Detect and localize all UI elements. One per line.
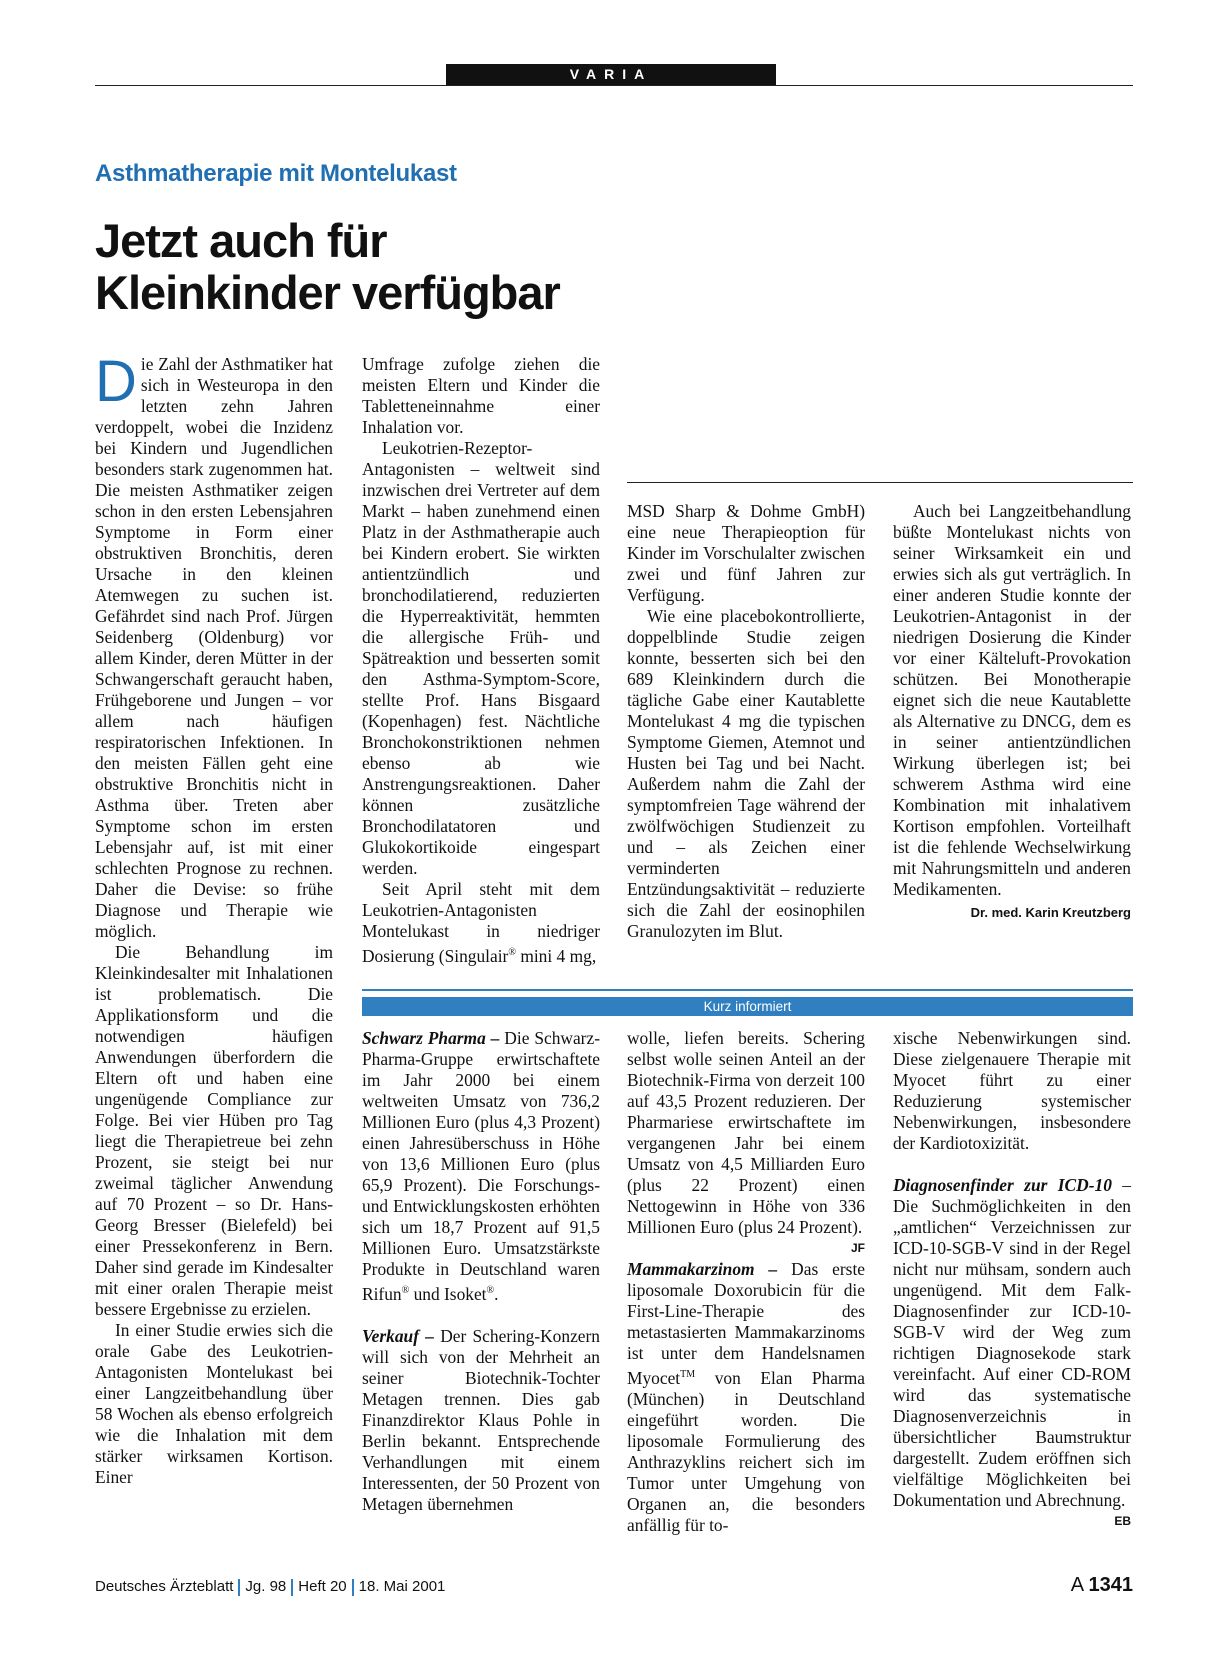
- news-item-title: Diagnosenfinder zur ICD-10: [893, 1175, 1112, 1195]
- article-headline: [95, 215, 560, 319]
- article-column-3: [627, 501, 865, 942]
- volume: Jg. 98: [245, 1578, 287, 1595]
- paragraph: [95, 349, 333, 942]
- news-item-text: Die Schwarz-Pharma-Gruppe erwirtschaftete im Jahr 2000 bei einem weltweiten Umsatz von 736,2 Millionen Euro (plus 4,3 Prozent) einen Jahresüberschuss in Höhe von 13,6 Millionen Euro (plus 65,9 Prozent). Die Forschungs- und Entwicklungskosten erhöhten sich um 18,7 Prozent auf 91,5 Millionen Euro. Umsatzstärkste Produkte in Deutschland waren Rifun: [362, 1028, 600, 1304]
- news-item-title: Schwarz Pharma –: [362, 1028, 500, 1048]
- box-column-2: [627, 1028, 865, 1536]
- news-item: [893, 1175, 1132, 1528]
- author-byline: Dr. med. Karin Kreutzberg: [970, 905, 1131, 920]
- column-3-top-rule: [627, 482, 1133, 483]
- page-number-value: 1341: [1088, 1574, 1133, 1596]
- news-item-text: – Die Suchmöglichkeiten in den „amtlichen“ Verzeichnissen zur ICD-10-SGB-V sind in der Regel nicht nur mühsam, sondern auch ungenügend. Mit dem Falk-Diagnosenfinder zur ICD-10-SGB-V wird der Weg zum richtigen Diagnosekode stark vereinfacht. Auf einer CD-ROM wird das systematische Diagnosenverzeichnis in übersichtlicher Baumstruktur dargestellt. Zudem eröffnen sich vielfältige Möglichkeiten bei Dokumentation und Abrechnung.: [893, 1175, 1132, 1510]
- headline-line-2: Kleinkinder verfügbar: [95, 266, 560, 319]
- paragraph-text: mini 4 mg,: [515, 945, 597, 966]
- news-item-text: Der Schering-Konzern will sich von der Mehrheit an seiner Biotechnik-Tochter Metagen trennen. Dies gab Finanzdirektor Klaus Pohle in Berlin bekannt. Entsprechende Verhandlungen mit einem Interessenten, der 50 Prozent von Metagen übernehmen: [362, 1325, 600, 1514]
- drop-cap: D: [95, 349, 137, 414]
- box-top-rule: [362, 989, 1133, 991]
- box-column-3: [893, 1028, 1131, 1532]
- paragraph-text: ie Zahl der Asthmatiker hat sich in Westeuropa in den letzten zehn Jahren verdoppelt, wobei die Inzidenz bei Kindern und Jugendlichen besonders stark zugenommen hat. Die meisten Asthmatiker zeigen schon in den ersten Lebensjahren Symptome in Form einer obstruktiven Bronchitis, deren Ursache in den kleinen Atemwegen zu suchen ist. Gefährdet sind nach Prof. Jürgen Seidenberg (Oldenburg) vor allem Kinder, deren Mütter in der Schwangerschaft geraucht haben, Frühgeborene und Jungen – vor allem nach häufigen respiratorischen Infektionen. In den meisten Fällen geht eine obstruktive Bronchitis nicht in Asthma über. Treten aber Symptome schon im ersten Lebensjahr auf, ist mit einer schlechten Prognose zu rechnen. Daher die Devise: so frühe Diagnose und Therapie wie möglich.: [95, 354, 333, 941]
- author-initials: EB: [1114, 1514, 1131, 1528]
- news-item: [362, 1326, 600, 1515]
- issue-date: 18. Mai 2001: [358, 1578, 446, 1595]
- footer-separator: [352, 1579, 354, 1596]
- article-column-1: [95, 349, 333, 1550]
- news-item-title: Verkauf –: [362, 1325, 434, 1346]
- article-column-4: [893, 501, 1131, 923]
- section-tag: VARIA: [446, 64, 776, 85]
- news-item-text: Das erste liposomale Doxorubicin für die First-Line-Therapie des metastasierten Mammakarzinoms ist unter dem Handelsnamen Myocet: [627, 1259, 865, 1388]
- headline-line-1: Jetzt auch für: [95, 214, 387, 267]
- registered-mark: ®: [401, 1285, 410, 1296]
- article-column-2: [362, 354, 600, 967]
- paragraph: MSD Sharp & Dohme GmbH) eine neue Therapieoption für Kinder im Vorschulalter zwischen zwei und fünf Jahren zur Verfügung.: [627, 501, 865, 605]
- registered-mark: ®: [486, 1285, 495, 1296]
- paragraph: [362, 879, 600, 967]
- news-item-text: und Isoket: [409, 1283, 487, 1304]
- news-item: [627, 1259, 865, 1536]
- header-rule: [95, 85, 1133, 86]
- author-initials: JF: [850, 1241, 865, 1255]
- paragraph: Wie eine placebokontrollierte, doppelblinde Studie zeigen konnte, besserten sich bei den 689 Kleinkindern durch die tägliche Gabe einer Kautablette Montelukast 4 mg die typischen Symptome Giemen, Atemnot und Husten bei Tag und bei Nacht. Außerdem nahm die Zahl der symptomfreien Tage während der zwölfwöchigen Studienzeit zu und – als Zeichen einer verminderten Entzündungsaktivität – reduzierte sich die Zahl der eosinophilen Granulozyten im Blut.: [627, 606, 865, 941]
- box-title: Kurz informiert: [362, 997, 1133, 1016]
- box-column-1: [362, 1028, 600, 1515]
- paragraph: Auch bei Langzeitbehandlung büßte Montelukast nichts von seiner Wirksamkeit ein und erwies sich als gut verträglich. In einer anderen Studie konnte der Leukotrien-Antagonist in der niedrigen Dosierung die Kinder vor einer Kälteluft-Provokation schützen. Bei Monotherapie eignet sich die neue Kautablette als Alternative zu DNCG, dem es in seiner antientzündlichen Wirkung überlegen ist; bei schwerem Asthma wird eine Kombination mit inhalativem Kortison empfohlen. Vorteilhaft ist die fehlende Wechselwirkung mit Nahrungsmitteln und anderen Medikamenten.: [893, 501, 1131, 899]
- news-item-continued: [627, 1028, 865, 1255]
- footer: [95, 1578, 445, 1596]
- news-item-title: Mammakarzinom –: [627, 1259, 778, 1279]
- paragraph: Leukotrien-Rezeptor-Antagonisten – weltweit sind inzwischen drei Vertreter auf dem Markt – haben zunehmend einen Platz in der Asthmatherapie auch bei Kindern erobert. Sie wirkten antientzündlich und bronchodilatierend, reduzierten die Hyperreaktivität, hemmten die allergische Früh- und Spätreaktion und besserten somit den Asthma-Symptom-Score, stellte Prof. Hans Bisgaard (Kopenhagen) fest. Nächtliche Bronchokonstriktionen nehmen ebenso ab wie Anstrengungsreaktionen. Daher können zusätzliche Bronchodilatatoren und Glukokortikoide eingespart werden.: [362, 438, 600, 878]
- journal-name: Deutsches Ärzteblatt: [95, 1578, 234, 1595]
- news-item-text: von Elan Pharma (München) in Deutschland eingeführt worden. Die liposomale Formulierung des Anthrazyklins reichert sich im Tumor unter Umgehung von Organen an, die besonders anfällig für to-: [627, 1367, 865, 1535]
- news-item-text: wolle, liefen bereits. Schering selbst wolle seinen Anteil an der Biotechnik-Firma von derzeit 100 auf 43,5 Prozent reduzieren. Der Pharmariese erwirtschaftete im vergangenen Jahr bei einem Umsatz von 4,5 Milliarden Euro (plus 22 Prozent) einen Nettogewinn in Höhe von 336 Millionen Euro (plus 24 Prozent).: [627, 1028, 865, 1237]
- registered-mark: ®: [508, 947, 516, 958]
- news-item-text: .: [494, 1283, 499, 1304]
- trademark: TM: [680, 1369, 696, 1380]
- page-number: [1071, 1574, 1133, 1597]
- paragraph: In einer Studie erwies sich die orale Gabe des Leukotrien-Antagonisten Montelukast bei einer Langzeitbehandlung über 58 Wochen als ebenso erfolgreich wie die Inhalation mit dem stärker wirksamen Kortison. Einer: [95, 1320, 333, 1487]
- footer-separator: [238, 1579, 240, 1596]
- paragraph-text: Seit April steht mit dem Leukotrien-Antagonisten Montelukast in niedriger Dosierung (Singulair: [362, 879, 600, 966]
- footer-separator: [291, 1579, 293, 1596]
- issue: Heft 20: [298, 1578, 347, 1595]
- page-prefix: A: [1070, 1574, 1083, 1596]
- news-item-continued: xische Nebenwirkungen sind. Diese zielgenauere Therapie mit Myocet führt zu einer Reduzierung systemischer Nebenwirkungen, insbesondere der Kardiotoxizität.: [893, 1028, 1131, 1153]
- paragraph: Umfrage zufolge ziehen die meisten Eltern und Kinder die Tabletteneinnahme einer Inhalation vor.: [362, 354, 600, 437]
- paragraph: Die Behandlung im Kleinkindesalter mit Inhalationen ist problematisch. Die Applikationsform und die notwendigen häufigen Anwendungen überfordern die Eltern oft und haben eine ungenügende Compliance zur Folge. Bei vier Hüben pro Tag liegt die Therapietreue bei zehn Prozent, sie steigt bei nur zweimal täglicher Anwendung auf 70 Prozent – so Dr. Hans-Georg Bresser (Bielefeld) bei einer Pressekonferenz in Bern. Daher sind gerade im Kindesalter mit einer oralen Therapie meist bessere Ergebnisse zu erzielen.: [95, 942, 333, 1319]
- article-kicker: Asthmatherapie mit Montelukast: [95, 160, 457, 187]
- news-item: [362, 1028, 600, 1305]
